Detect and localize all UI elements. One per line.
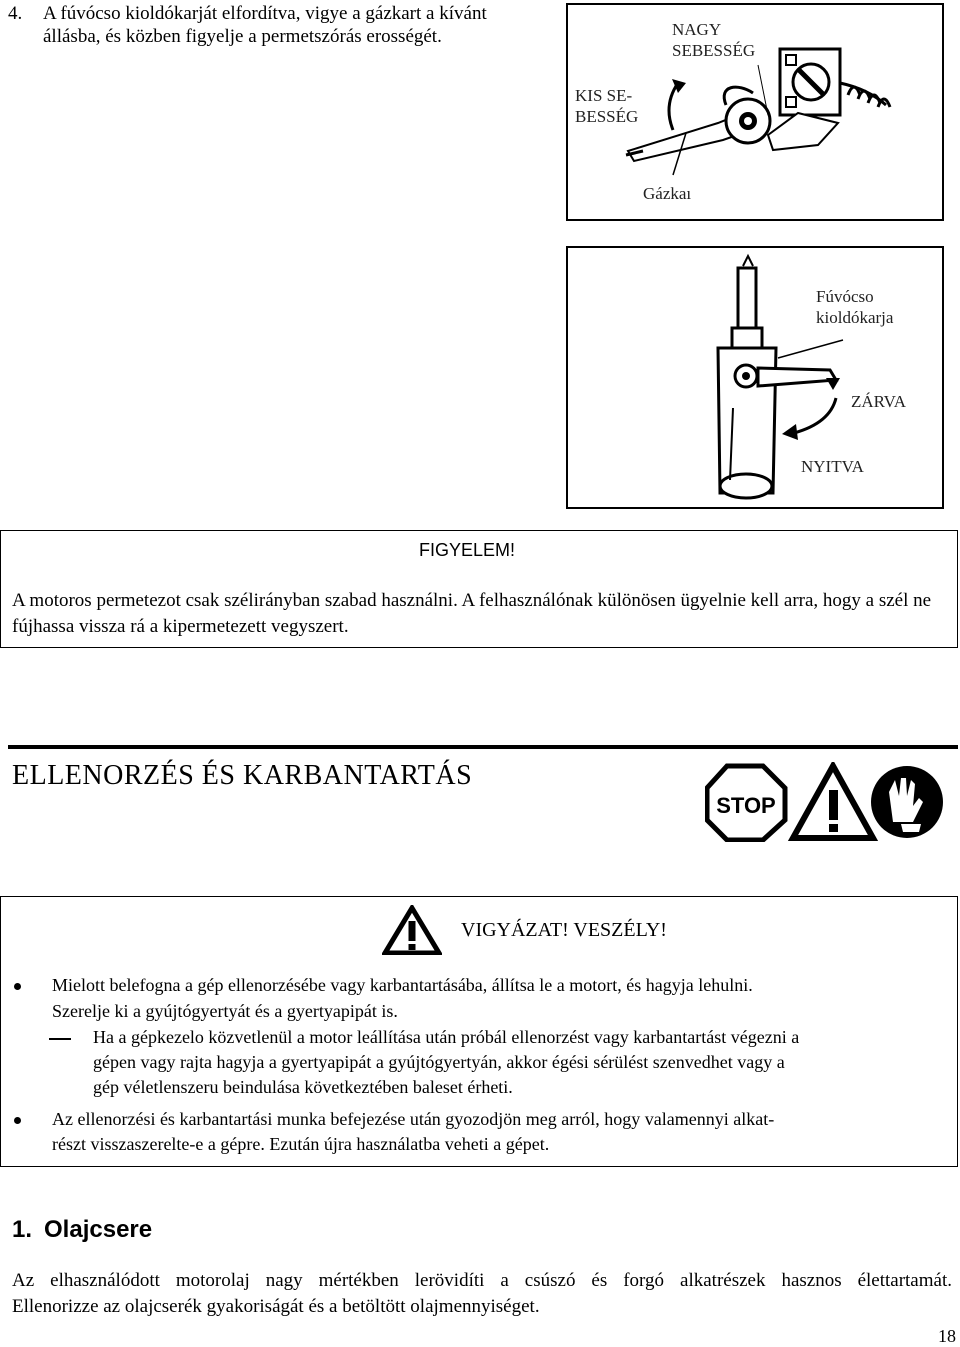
- danger-warning-icon: [382, 905, 442, 955]
- bullet-2-line-2: részt visszaszerelte-e a gépre. Ezután újra használatba veheti a gépet.: [52, 1134, 550, 1154]
- warning-heading: FIGYELEM!: [419, 540, 516, 560]
- sub-bullet-line-2: gépen vagy rajta hagyja a gyertyapipát a gyújtógyertyán, akkor égési sérülést szenvedhet vagy a: [93, 1052, 785, 1072]
- nozzle-release-figure: [566, 246, 944, 509]
- warning-triangle-icon: [793, 766, 873, 838]
- safety-icons: [705, 762, 945, 842]
- gloves-icon: [871, 766, 943, 838]
- svg-text:STOP: STOP: [716, 793, 776, 818]
- bullet-2-line-1: Az ellenorzési és karbantartási munka befejezése után gyozodjön meg arról, hogy valamennyi alkat-: [52, 1109, 775, 1129]
- danger-heading: VIGYÁZAT! VESZÉLY!: [461, 919, 667, 941]
- label-nozzle-release: Fúvócso kioldókarja: [816, 287, 894, 327]
- bullet-1-line-1: Mielott belefogna a gép ellenorzésébe vagy karbantartásába, állítsa le a motort, és hagyja lehulni.: [52, 975, 753, 995]
- warning-text: A motoros permetezot csak szélirányban szabad használni. A felhasználónak különösen ügyelnie kell arra, hogy a szél ne fújhassa vissza rá a kipermetezett vegyszert.: [12, 590, 932, 637]
- bullet-dot: [14, 1117, 21, 1124]
- danger-box: [0, 896, 958, 1167]
- page-number: 18: [938, 1326, 956, 1346]
- stop-sign-icon: [707, 766, 785, 840]
- sub-bullet-line-3: gép véletlenszeru beindulása következtében baleset érheti.: [93, 1077, 513, 1097]
- label-throttle-lever: Gázkaı: [643, 184, 692, 203]
- label-low-speed: KIS SE- BESSÉG: [575, 86, 639, 126]
- section-title: ELLENORZÉS ÉS KARBANTARTÁS: [12, 760, 473, 791]
- label-closed: ZÁRVA: [851, 392, 907, 411]
- subsection-title: Olajcsere: [44, 1216, 153, 1243]
- label-high-speed: NAGY SEBESSÉG: [672, 20, 756, 60]
- warning-box: [0, 530, 958, 648]
- paragraph-line-2: Ellenorizze az olajcserék gyakoriságát és a betöltött olajmennyiséget.: [12, 1296, 540, 1317]
- subsection-number: 1.: [12, 1216, 33, 1243]
- bullet-dot: [14, 983, 21, 990]
- safety-icons-graphic: [705, 762, 945, 842]
- bullet-1-line-2: Szerelje ki a gyújtógyertyát és a gyertyapipát is.: [52, 1001, 398, 1021]
- step-number: 4.: [8, 3, 23, 24]
- sub-bullet-line-1: Ha a gépkezelo közvetlenül a motor leállítása után próbál ellenorzést vagy karbantartást végezni a: [93, 1027, 800, 1047]
- label-open: NYITVA: [801, 457, 864, 476]
- subsection-heading: [12, 1216, 152, 1244]
- section-rule: [8, 745, 958, 749]
- sub-bullet-dash: [49, 1038, 71, 1040]
- oil-change-paragraph: [12, 1268, 952, 1320]
- throttle-lever-figure: [566, 3, 944, 221]
- step-text: A fúvócso kioldókarját elfordítva, vigye a gázkart a kívánt állásba, és közben figyelje a permetszórás erosségét.: [43, 3, 487, 47]
- paragraph-line-1: Az elhasználódott motorolaj nagy mértékben lerövidíti a csúszó és forgó alkatrészek hasznos élettartamát.: [12, 1270, 952, 1291]
